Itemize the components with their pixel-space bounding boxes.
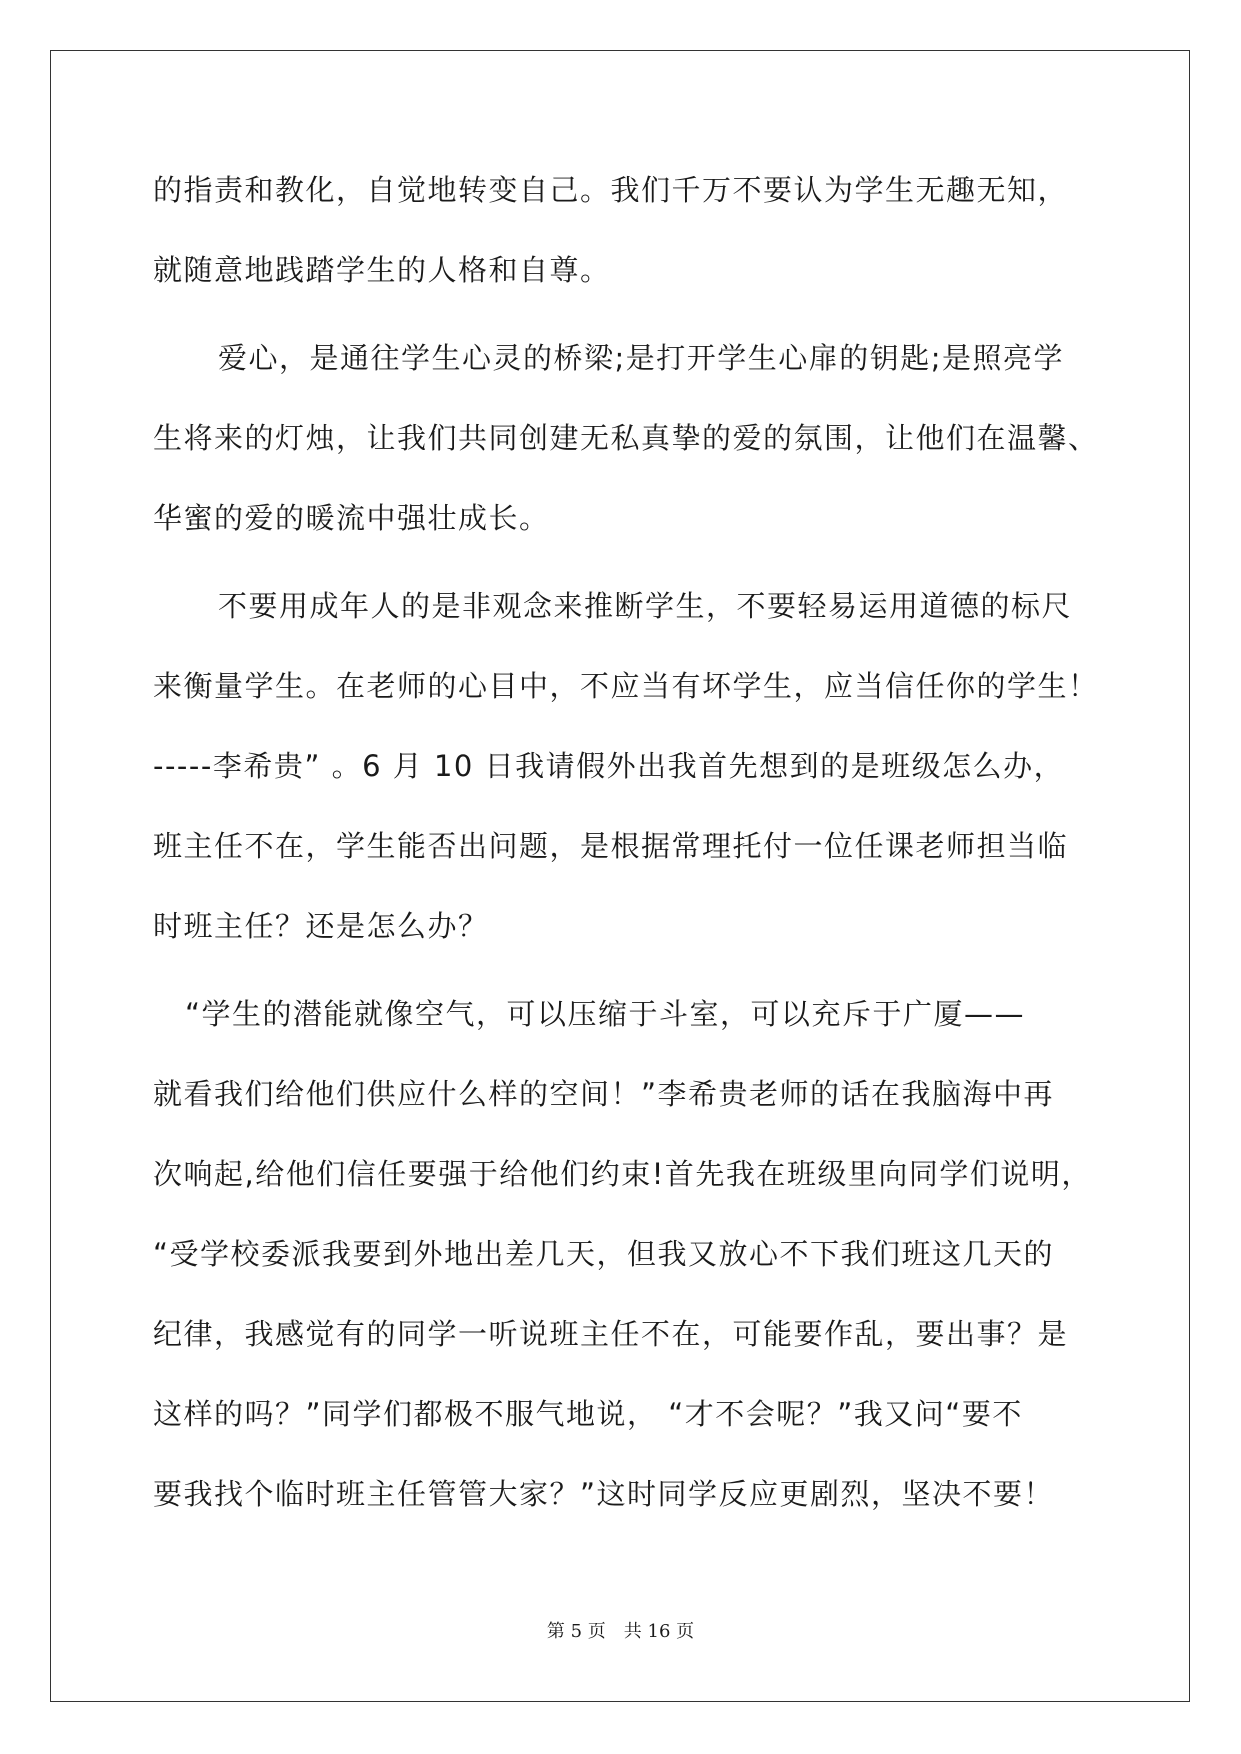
text-line-6: 不要用成年人的是非观念来推断学生，不要轻易运用道德的标尺 xyxy=(218,589,1073,623)
page-number: 第 5 页 xyxy=(546,1621,606,1642)
text-line-4: 生将来的灯烛，让我们共同创建无私真挚的爱的氛围，让他们在温馨、 xyxy=(153,421,1099,455)
page-total: 共 16 页 xyxy=(623,1621,695,1642)
text-line-11: “学生的潜能就像空气，可以压缩于斗室，可以充斥于广厦—— xyxy=(185,997,1026,1031)
text-line-14: “受学校委派我要到外地出差几天，但我又放心不下我们班这几天的 xyxy=(153,1237,1055,1271)
page-border xyxy=(50,50,1190,1702)
page-footer xyxy=(0,1620,1241,1644)
text-line-8: -----李希贵” 。6 月 10 日我请假外出我首先想到的是班级怎么办， xyxy=(153,749,1065,783)
text-line-2: 就随意地践踏学生的人格和自尊。 xyxy=(153,253,611,287)
text-line-12: 就看我们给他们供应什么样的空间！”李希贵老师的话在我脑海中再 xyxy=(153,1077,1055,1111)
text-line-1: 的指责和教化，自觉地转变自己。我们千万不要认为学生无趣无知， xyxy=(153,173,1069,207)
text-line-10: 时班主任？还是怎么办？ xyxy=(153,909,489,943)
text-line-16: 这样的吗？”同学们都极不服气地说， “才不会呢？”我又问“要不 xyxy=(153,1397,1023,1431)
text-line-17: 要我找个临时班主任管管大家？”这时同学反应更剧烈，坚决不要！ xyxy=(153,1477,1055,1511)
text-line-9: 班主任不在，学生能否出问题，是根据常理托付一位任课老师担当临 xyxy=(153,829,1069,863)
text-line-15: 纪律，我感觉有的同学一听说班主任不在，可能要作乱，要出事？是 xyxy=(153,1317,1069,1351)
text-line-5: 华蜜的爱的暖流中强壮成长。 xyxy=(153,501,550,535)
text-line-7: 来衡量学生。在老师的心目中，不应当有坏学生，应当信任你的学生！ xyxy=(153,669,1099,703)
text-line-3: 爱心，是通往学生心灵的桥梁;是打开学生心扉的钥匙;是照亮学 xyxy=(218,341,1065,375)
text-line-13: 次响起,给他们信任要强于给他们约束!首先我在班级里向同学们说明， xyxy=(153,1157,1092,1191)
